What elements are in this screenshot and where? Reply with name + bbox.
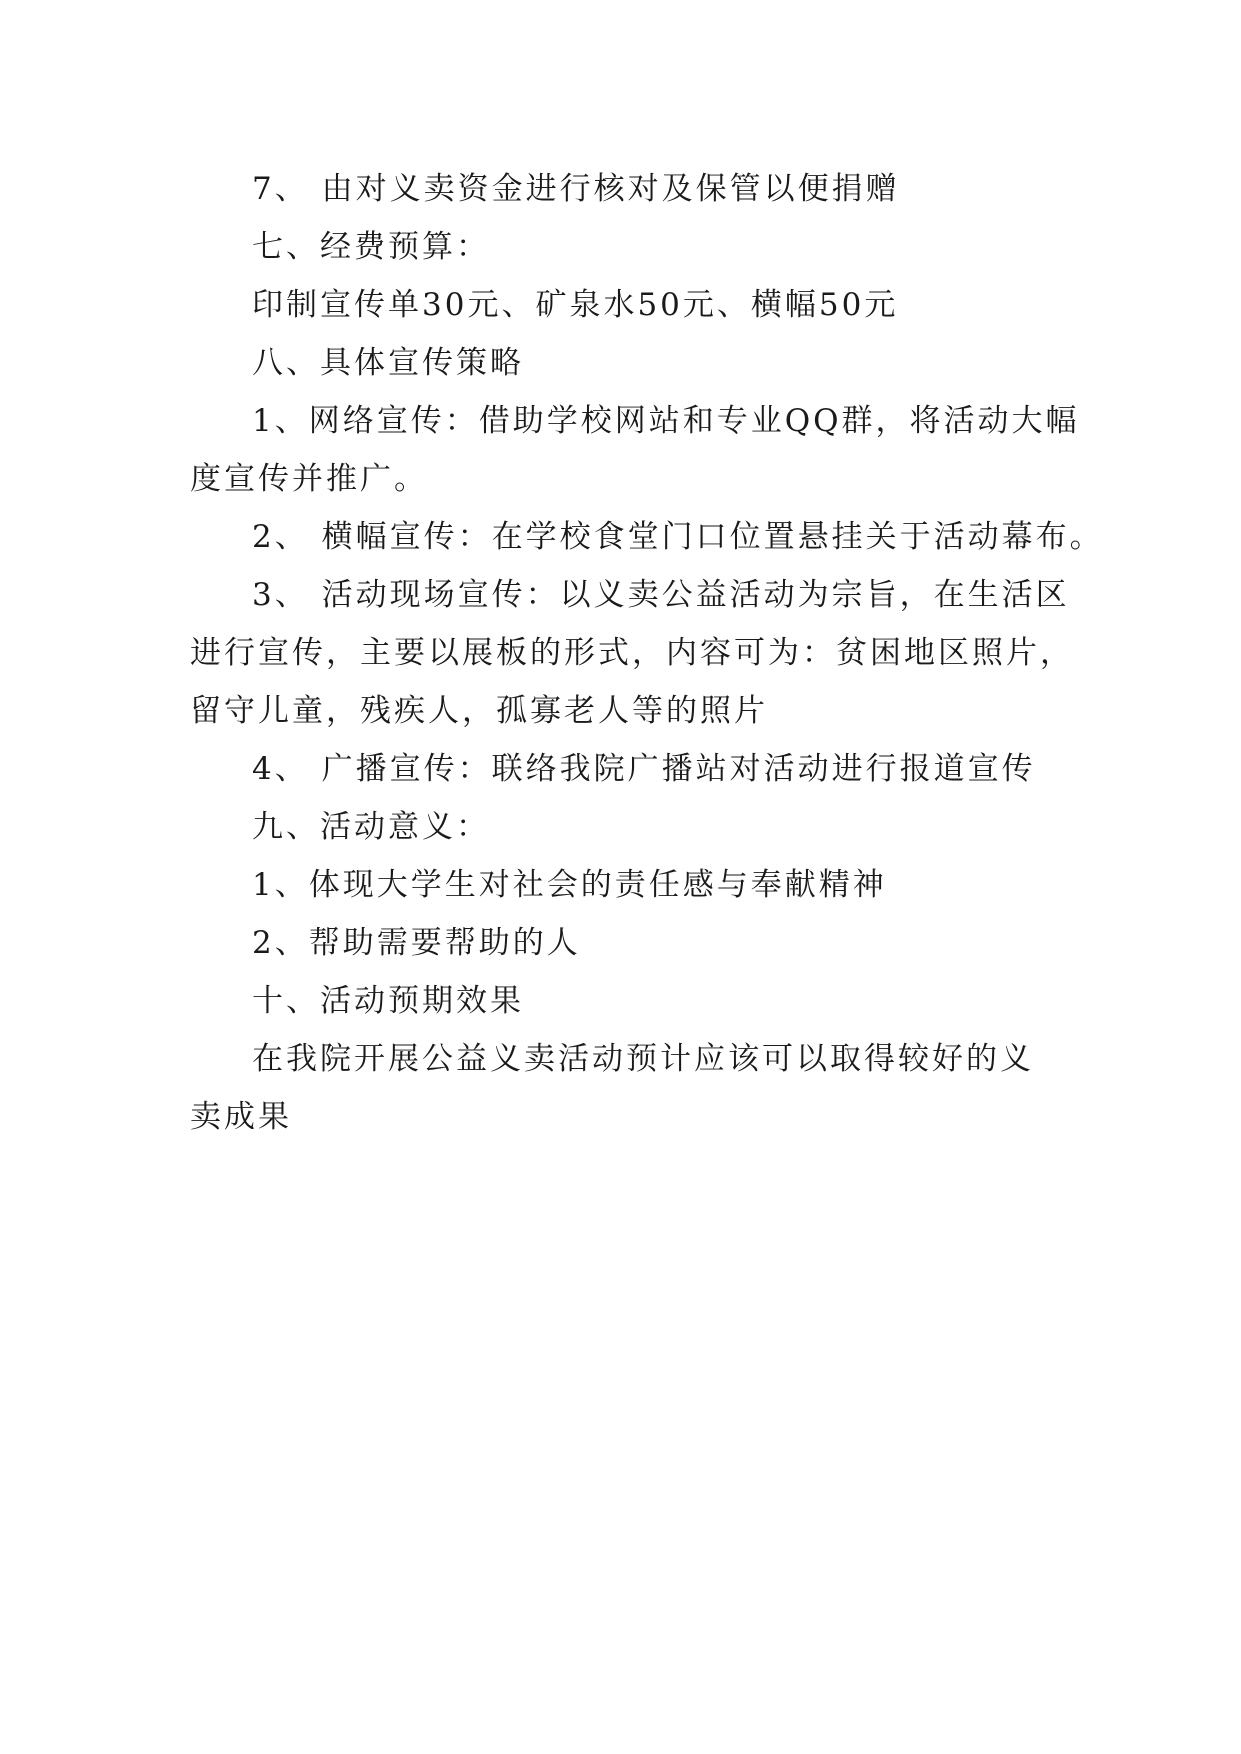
significance-item-1: 1、体现大学生对社会的责任感与奉献精神 (252, 867, 887, 903)
promotion-item-3-line-3: 留守儿童，残疾人，孤寡老人等的照片 (190, 693, 768, 729)
promotion-item-3-line-1: 3、 活动现场宣传：以义卖公益活动为宗旨，在生活区 (252, 577, 1070, 613)
section-heading-budget: 七、经费预算： (252, 229, 490, 265)
budget-detail: 印制宣传单30元、矿泉水50元、横幅50元 (252, 287, 899, 323)
expected-results-line-2: 卖成果 (190, 1099, 292, 1135)
section-heading-promotion: 八、具体宣传策略 (252, 345, 524, 381)
promotion-item-2: 2、 横幅宣传：在学校食堂门口位置悬挂关于活动幕布。 (252, 519, 1104, 555)
list-item-7: 7、 由对义卖资金进行核对及保管以便捐赠 (252, 171, 900, 207)
promotion-item-1-line-2: 度宣传并推广。 (190, 461, 428, 497)
promotion-item-3-line-2: 进行宣传，主要以展板的形式，内容可为：贫困地区照片， (190, 635, 1074, 671)
promotion-item-4: 4、 广播宣传：联络我院广播站对活动进行报道宣传 (252, 751, 1036, 787)
section-heading-expected-results: 十、活动预期效果 (252, 983, 524, 1019)
promotion-item-1-line-1: 1、网络宣传：借助学校网站和专业QQ群，将活动大幅 (252, 403, 1080, 439)
expected-results-line-1: 在我院开展公益义卖活动预计应该可以取得较好的义 (252, 1041, 1034, 1077)
document-body (190, 160, 1104, 1146)
significance-item-2: 2、帮助需要帮助的人 (252, 925, 581, 961)
section-heading-significance: 九、活动意义： (252, 809, 490, 845)
